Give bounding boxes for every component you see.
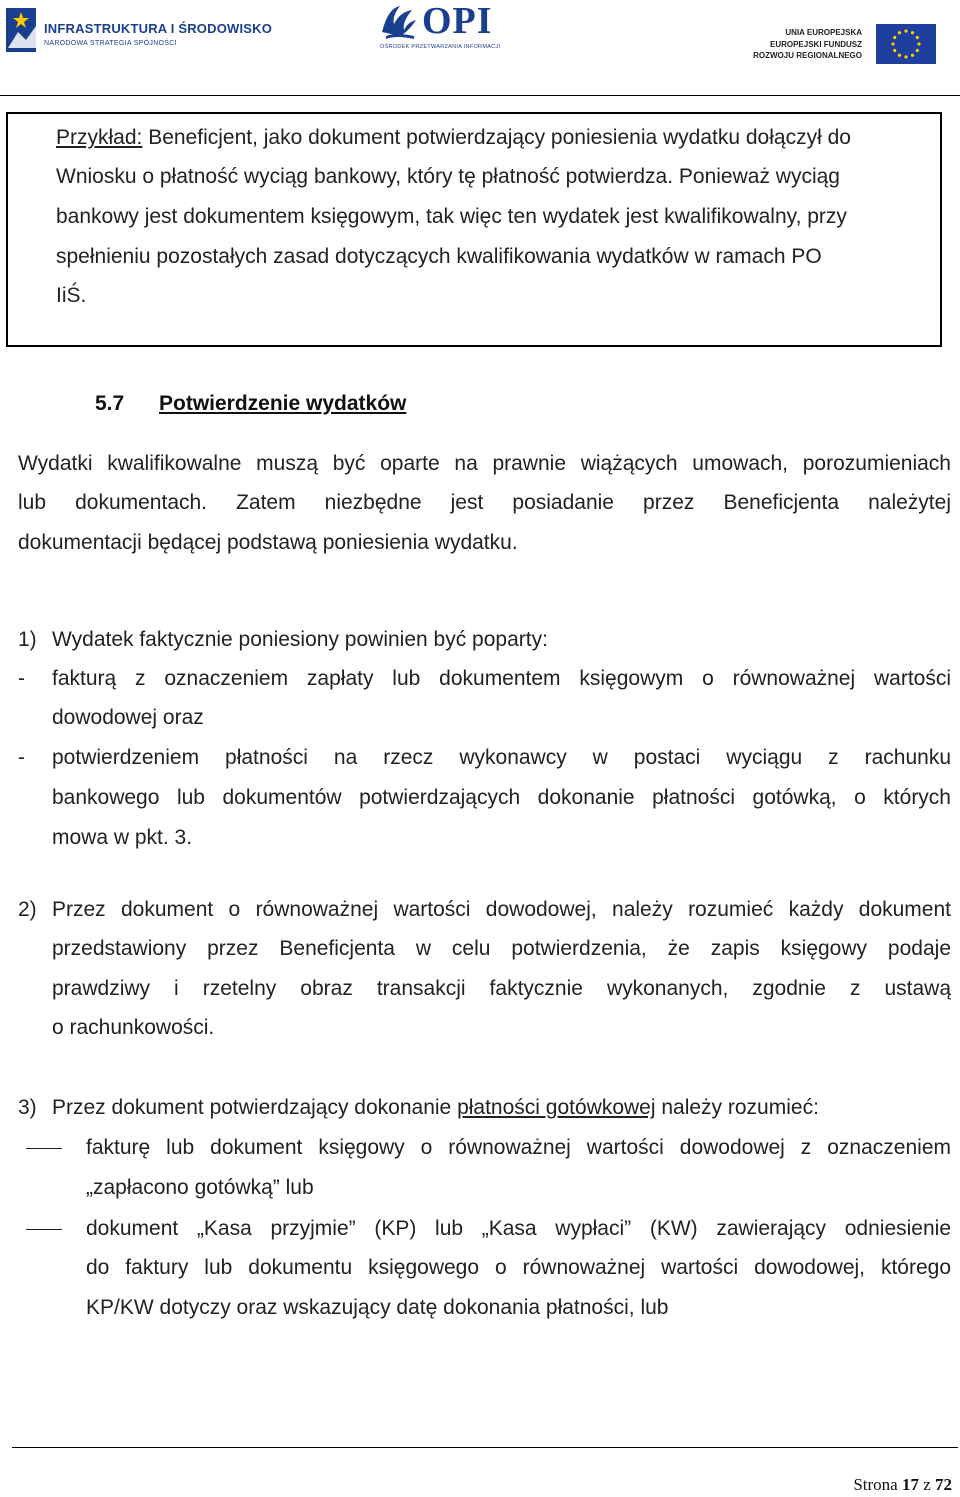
point3-item-line: „zapłacono gotówką” lub <box>86 1176 314 1199</box>
eu-star-icon <box>916 49 919 52</box>
intro-line: dokumentacji będącej podstawą poniesienia wydatku. <box>18 531 518 554</box>
eu-star-icon <box>911 54 914 57</box>
example-line: IiŚ. <box>56 284 87 307</box>
intro-line: lub dokumentach. Zatem niezbędne jest posiadanie przez Beneficjenta należytej <box>18 491 951 514</box>
example-line <box>56 126 851 150</box>
eu-star-icon <box>904 29 907 32</box>
point3-lead-underlined: płatności gotówkowej <box>457 1096 656 1119</box>
footer-page-total: 72 <box>935 1475 952 1494</box>
eu-logo-line: ROZWOJU REGIONALNEGO <box>753 51 862 60</box>
intro-line: Wydatki kwalifikowalne muszą być oparte na prawnie wiążących umowach, porozumieniach <box>18 452 951 475</box>
section-title: Potwierdzenie wydatków <box>159 392 407 415</box>
example-line: bankowy jest dokumentem księgowym, tak więc ten wydatek jest kwalifikowalny, przy <box>56 205 847 228</box>
point3-lead <box>52 1096 819 1120</box>
opi-logo-word: OPI <box>422 0 493 42</box>
footer-divider <box>12 1447 958 1448</box>
page-header <box>0 0 960 96</box>
eu-logo <box>753 24 940 68</box>
point1-item-marker: - <box>18 667 25 690</box>
point1-item-line: potwierdzeniem płatności na rzecz wykonawcy w postaci wyciągu z rachunku <box>52 746 951 769</box>
infrastruktura-logo-title: INFRASTRUKTURA I ŚRODOWISKO <box>44 21 273 36</box>
eu-star-icon <box>917 42 920 45</box>
eu-flag-icon <box>876 24 936 64</box>
footer-separator: z <box>923 1475 931 1494</box>
opi-logo <box>378 2 508 54</box>
point1-item-marker: - <box>18 746 25 769</box>
infrastruktura-emblem-icon <box>4 4 42 56</box>
point2-line: o rachunkowości. <box>52 1016 215 1039</box>
footer-prefix: Strona <box>853 1475 898 1494</box>
eu-star-icon <box>893 49 896 52</box>
section-heading <box>95 392 406 416</box>
page-footer <box>853 1475 952 1495</box>
point3-marker: 3) <box>18 1096 37 1119</box>
point3-item-line: fakturę lub dokument księgowy o równoważnej wartości dowodowej z oznaczeniem <box>86 1136 951 1159</box>
example-line-text: Beneficjent, jako dokument potwierdzający poniesienia wydatku dołączył do <box>142 126 851 149</box>
opi-emblem-icon <box>378 2 420 42</box>
point2-line: przedstawiony przez Beneficjenta w celu potwierdzenia, że zapis księgowy podaje <box>52 937 951 960</box>
point3-item-line: do faktury lub dokumentu księgowego o równoważnej wartości dowodowej, którego <box>86 1256 951 1279</box>
point1-item-line: fakturą z oznaczeniem zapłaty lub dokumentem księgowym o równoważnej wartości <box>52 667 951 690</box>
point3-lead-text: Przez dokument potwierdzający dokonanie <box>52 1096 458 1119</box>
point2-line: Przez dokument o równoważnej wartości dowodowej, należy rozumieć każdy dokument <box>52 898 951 921</box>
point1-marker: 1) <box>18 628 37 651</box>
eu-star-icon <box>916 36 919 39</box>
example-line: Wniosku o płatność wyciąg bankowy, który tę płatność potwierdza. Ponieważ wyciąg <box>56 165 840 188</box>
point2-marker: 2) <box>18 898 37 921</box>
point3-item-line: dokument „Kasa przyjmie” (KP) lub „Kasa wypłaci” (KW) zawierający odniesienie <box>86 1217 951 1240</box>
point1-lead: Wydatek faktycznie poniesiony powinien być poparty: <box>52 628 548 651</box>
point2-line: prawdziwy i rzetelny obraz transakcji faktycznie wykonanych, zgodnie z ustawą <box>52 977 951 1000</box>
example-box <box>6 112 942 347</box>
point1-item-line: dowodowej oraz <box>52 706 204 729</box>
eu-star-icon <box>898 54 901 57</box>
point3-item-dash <box>26 1148 62 1149</box>
point3-item-dash <box>26 1229 62 1230</box>
eu-star-icon <box>893 36 896 39</box>
infrastruktura-logo <box>4 4 273 58</box>
infrastruktura-logo-subtitle: NARODOWA STRATEGIA SPÓJNOŚCI <box>44 40 177 47</box>
example-line: spełnieniu pozostałych zasad dotyczących kwalifikowania wydatków w ramach PO <box>56 245 822 268</box>
point1-item-line: mowa w pkt. 3. <box>52 826 193 849</box>
eu-logo-line: UNIA EUROPEJSKA <box>785 28 862 37</box>
section-number: 5.7 <box>95 392 125 415</box>
eu-star-icon <box>904 55 907 58</box>
eu-star-icon <box>891 42 894 45</box>
point3-item-line: KP/KW dotyczy oraz wskazujący datę dokonania płatności, lub <box>86 1296 669 1319</box>
opi-logo-subtitle: OŚRODEK PRZETWARZANIA INFORMACJI <box>380 44 501 50</box>
example-label: Przykład: <box>56 126 143 149</box>
point1-item-line: bankowego lub dokumentów potwierdzających dokonanie płatności gotówką, o których <box>52 786 951 809</box>
eu-logo-line: EUROPEJSKI FUNDUSZ <box>769 40 862 49</box>
point3-lead-text: należy rozumieć: <box>655 1096 819 1119</box>
header-divider <box>0 95 960 96</box>
eu-star-icon <box>911 31 914 34</box>
eu-star-icon <box>898 31 901 34</box>
footer-page-number: 17 <box>901 1475 919 1494</box>
